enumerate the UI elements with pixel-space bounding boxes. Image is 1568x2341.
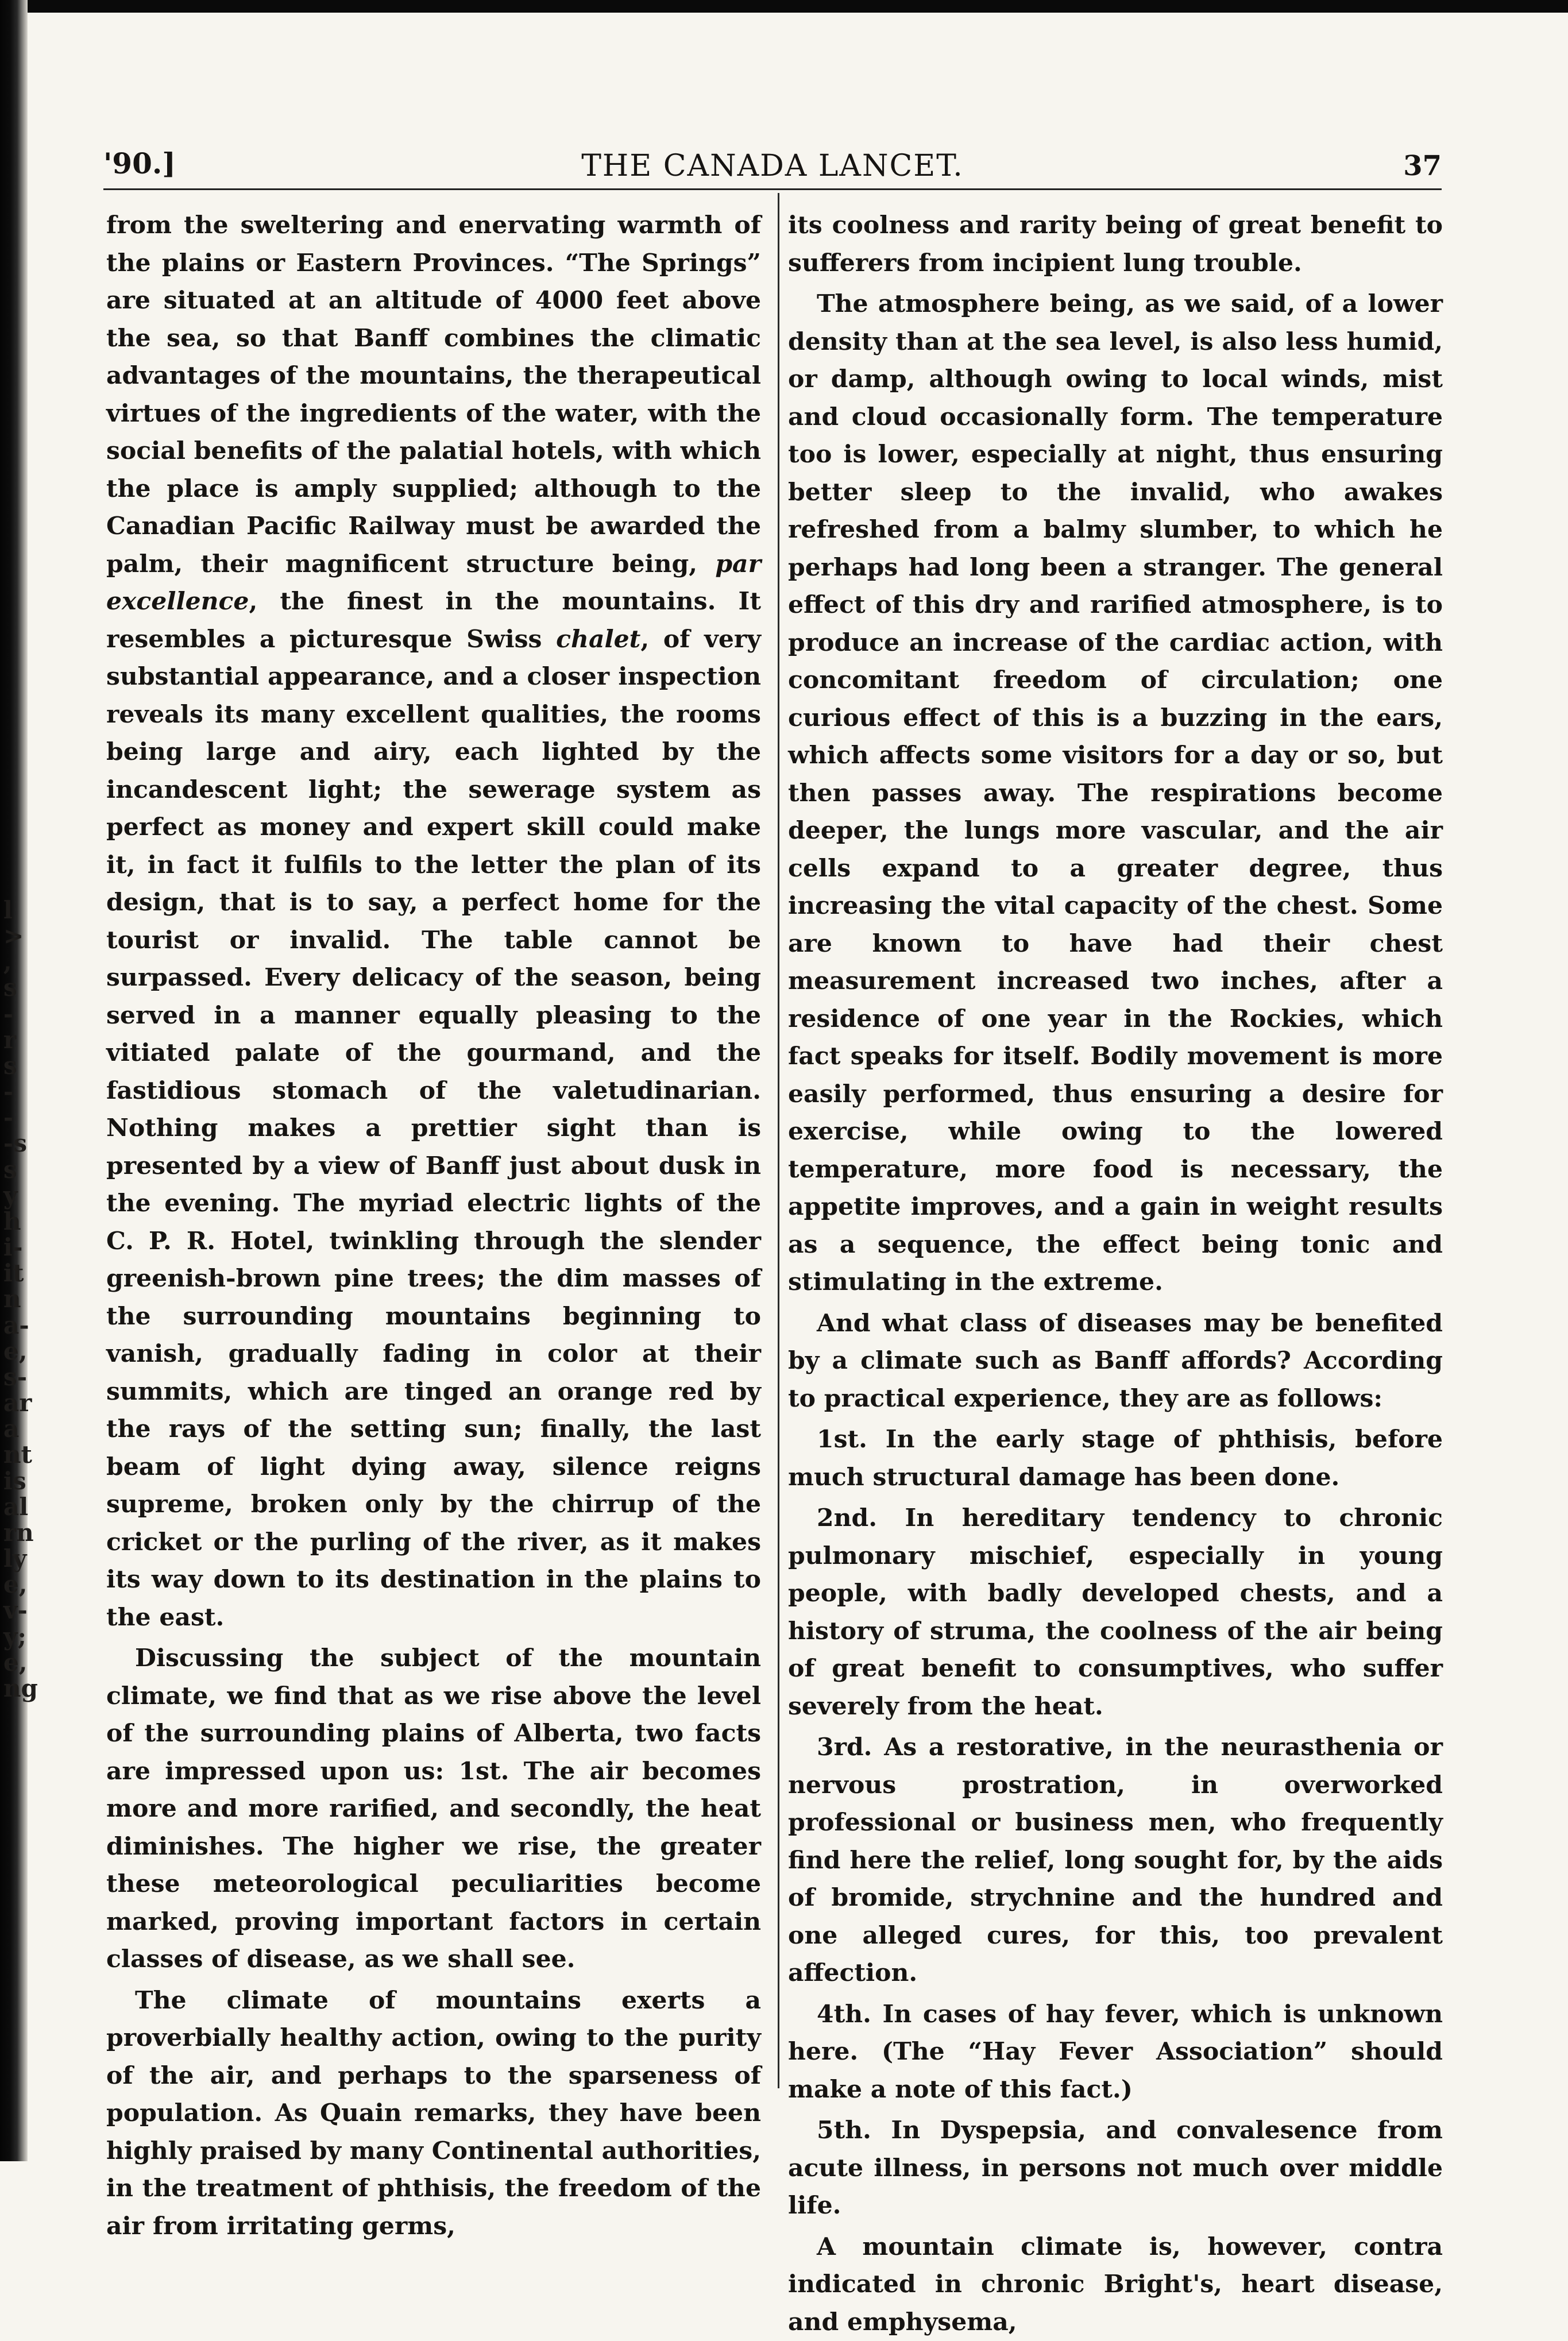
- list-item-second: 2nd. In hereditary tendency to chronic pulmonary mischief, especially in young people, with badly developed chests, and a history of struma, the coolness of the air being of great benefit to consumptives, who suffer severely from the heat.: [788, 1500, 1443, 1725]
- bleed-fragment: y: [3, 1181, 17, 1210]
- bleed-fragment: rn: [3, 1519, 34, 1547]
- bleed-fragment: -: [3, 1000, 13, 1028]
- bleed-fragment: i-: [3, 1233, 22, 1261]
- bleed-fragment: nt: [3, 1440, 32, 1469]
- bleed-fragment: s: [3, 974, 17, 1002]
- paragraph-continuation: its coolness and rarity being of great benefit to sufferers from incipient lung trouble.: [788, 207, 1443, 282]
- bleed-fragment: al: [3, 1493, 28, 1521]
- running-head-year: '90.]: [103, 146, 176, 180]
- bleed-fragment: ly: [3, 1544, 26, 1573]
- bleed-fragment: ar: [3, 1389, 32, 1417]
- paragraph-contraindications: A mountain climate is, however, contra indicated in chronic Bright's, heart disease, and emphysema,: [788, 2228, 1443, 2341]
- bleed-fragment: s: [3, 1052, 17, 1080]
- list-item-fifth: 5th. In Dyspepsia, and convalesence from acute illness, in persons not much over middle life.: [788, 2112, 1443, 2225]
- bleed-fragment: -: [3, 1077, 13, 1106]
- bleed-fragment: ng: [3, 1674, 38, 1702]
- paragraph-disease-classes: And what class of diseases may be benefited by a climate such as Banff affords? According to practical experience, they are as follows:: [788, 1305, 1443, 1418]
- bleed-fragment: s-: [3, 1363, 27, 1391]
- list-item-fourth: 4th. In cases of hay fever, which is unknown here. (The “Hay Fever Association” should make a note of this fact.): [788, 1996, 1443, 2109]
- bleed-fragment: h: [3, 1207, 21, 1235]
- bleed-fragment: l: [3, 896, 13, 924]
- bleed-fragment: -s: [3, 1129, 27, 1157]
- right-column: [788, 207, 1443, 2341]
- bleed-fragment: s: [3, 1156, 17, 1184]
- bleed-fragment: -: [3, 1103, 13, 1131]
- bleed-fragment: a: [3, 1415, 19, 1443]
- bleed-fragment: a-: [3, 1311, 29, 1339]
- bleed-fragment: is: [3, 1467, 26, 1495]
- bleed-through-margin: [0, 896, 36, 1700]
- bleed-fragment: e,: [3, 1570, 27, 1598]
- text-run: , the finest in the mountains. It resembles a picturesque Swiss: [106, 587, 761, 654]
- italic-phrase: par excellence: [106, 550, 761, 616]
- italic-phrase: chalet: [556, 625, 640, 654]
- bleed-fragment: v-: [3, 1596, 28, 1624]
- list-item-third: 3rd. As a restorative, in the neurasthenia or nervous prostration, in overworked professional or business men, who frequently find here the relief, long sought for, by the aids of bromide, strychnine and the hundred and one alleged cures, for this, too prevalent affection.: [788, 1729, 1443, 1992]
- column-divider: [778, 193, 779, 2088]
- bleed-fragment: it: [3, 1259, 24, 1287]
- bleed-fragment: e,: [3, 1337, 27, 1365]
- paragraph-atmosphere: The atmosphere being, as we said, of a lower density than at the sea level, is also less humid, or damp, although owing to local winds, mist and cloud occasionally form. The temperature too is lower, especially at night, thus ensuring better sleep to the invalid, who awakes refreshed from a balmy slumber, to which he perhaps had long been a stranger. The general effect of this dry and rarified atmosphere, is to produce an increase of the cardiac action, with concomitant freedom of circulation; one curious effect of this is a buzzing in the ears, which affects some visitors for a day or so, but then passes away. The respirations become deeper, the lungs more vascular, and the air cells expand to a greater degree, thus increasing the vital capacity of the chest. Some are known to have had their chest measurement increased two inches, after a residence of one year in the Rockies, which fact speaks for itself. Bodily movement is more easily performed, thus ensuring a desire for exercise, while owing to the lowered temperature, more food is necessary, the appetite improves, and a gain in weight results as a sequence, the effect being tonic and stimulating in the extreme.: [788, 285, 1443, 1301]
- list-item-first: 1st. In the early stage of phthisis, before much structural damage has been done.: [788, 1421, 1443, 1496]
- bleed-fragment: >: [3, 922, 24, 950]
- text-run: from the sweltering and enervating warmth of the plains or Eastern Provinces. “The Springs” are situated at an altitude of 4000 feet above the sea, so that Banff combines the climatic advantages of the mountains, the therapeutical virtues of the ingredients of the water, with the social benefits of the palatial hotels, with which the place is amply supplied; although to the Canadian Pacific Railway must be awarded the palm, their magnificent structure being,: [106, 211, 761, 578]
- bleed-fragment: e,: [3, 1648, 27, 1676]
- left-column: [106, 207, 761, 2245]
- scan-top-edge: [0, 0, 1568, 13]
- header-rule: [103, 188, 1442, 190]
- bleed-fragment: ,: [3, 948, 12, 976]
- text-run: , of very substantial appearance, and a closer inspection reveals its many excellent qualities, the rooms being large and airy, each lighted by the incandescent light; the sewerage system as perfect as money and expert skill could make it, in fact it fulfils to the letter the plan of its design, that is to say, a perfect home for the tourist or invalid. The table cannot be surpassed. Every delicacy of the season, being served in a manner equally pleasing to the vitiated palate of the gourmand, and the fastidious stomach of the valetudinarian. Nothing makes a prettier sight than is presented by a view of Banff just about dusk in the evening. The myriad electric lights of the C. P. R. Hotel, twinkling through the slender greenish-brown pine trees; the dim masses of the surrounding mountains beginning to vanish, gradually fading in color at their summits, which are tinged an orange red by the rays of the setting sun; finally, the last beam of light dying away, silence reigns supreme, broken only by the chirrup of the cricket or the purling of the river, as it makes its way down to its destination in the plains to the east.: [106, 625, 761, 1632]
- bleed-fragment: y;: [3, 1623, 26, 1651]
- bleed-fragment: r: [3, 1026, 16, 1054]
- journal-title: THE CANADA LANCET.: [103, 149, 1442, 183]
- running-head: [103, 146, 1442, 187]
- page-number: 37: [1403, 150, 1442, 182]
- bleed-fragment: n: [3, 1285, 21, 1313]
- paragraph-mountain-climate: Discussing the subject of the mountain climate, we find that as we rise above the level of the surrounding plains of Alberta, two facts are impressed upon us: 1st. The air becomes more and more rarified, and secondly, the heat diminishes. The higher we rise, the greater these meteorological peculiarities become marked, proving important factors in certain classes of disease, as we shall see.: [106, 1640, 761, 1979]
- paragraph-climate-action: The climate of mountains exerts a proverbially healthy action, owing to the purity of the air, and perhaps to the sparseness of population. As Quain remarks, they have been highly praised by many Continental authorities, in the treatment of phthisis, the freedom of the air from irritating germs,: [106, 1982, 761, 2246]
- paragraph-banff-hotel: [106, 207, 761, 1636]
